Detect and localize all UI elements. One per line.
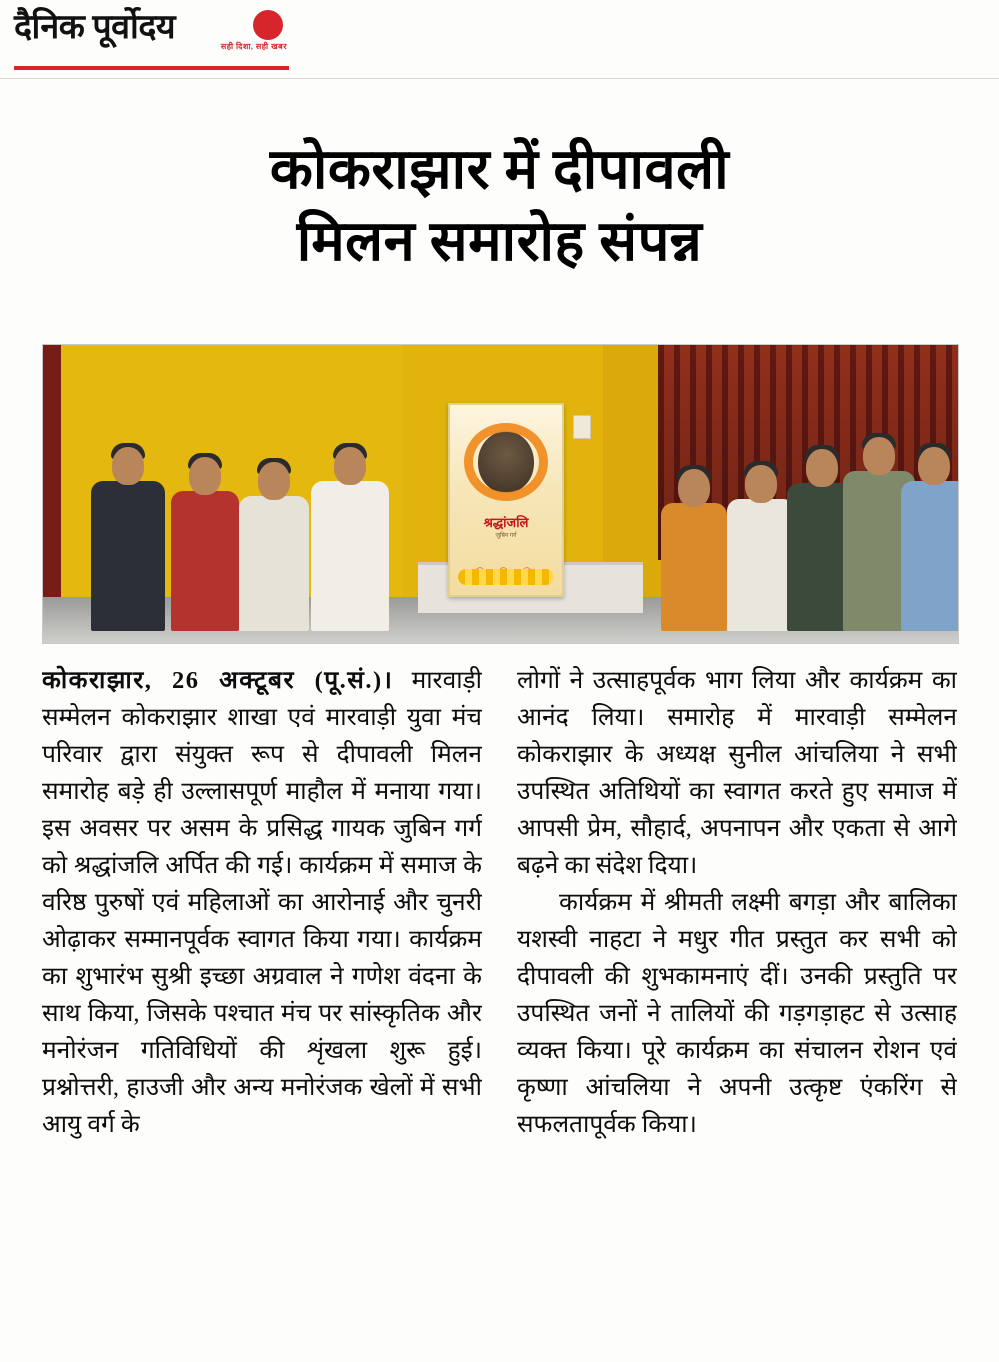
article-paragraph: कार्यक्रम में श्रीमती लक्ष्मी बगड़ा और बालिका यशस्वी नाहटा ने मधुर गीत प्रस्तुत कर सभी को दीपावली की शुभकामनाएं दीं। उनकी प्रस्तुति पर उपस्थित जनों ने तालियों की गड़गड़ाहट से उत्साह व्यक्त किया। पूरे कार्यक्रम का संचालन रोशन एवं कृष्णा आंचलिया ने अपनी उत्कृष्ट एंकरिंग से सफलतापूर्वक किया। xyxy=(517,889,957,1138)
article-photo xyxy=(42,344,959,644)
photo-person-head xyxy=(863,437,895,475)
dateline: कोकराझार, 26 अक्टूबर (पू.सं.)। xyxy=(42,667,394,694)
photo-person xyxy=(727,499,795,631)
masthead xyxy=(14,8,289,70)
photo-person xyxy=(311,481,389,631)
photo-person xyxy=(171,491,239,631)
tribute-poster xyxy=(448,403,564,597)
masthead-rule xyxy=(14,66,289,70)
article-paragraph-text: मारवाड़ी सम्मेलन कोकराझार शाखा एवं मारवाड़ी युवा मंच परिवार द्वारा संयुक्त रूप से दीपावली मिलन समारोह बड़े ही उल्लासपूर्ण माहौल में मनाया गया। इस अवसर पर असम के प्रसिद्ध गायक जुबिन गर्ग को श्रद्धांजलि अर्पित की गई। कार्यक्रम में समाज के वरिष्ठ पुरुषों एवं महिलाओं का आरोनाई और चुनरी ओढ़ाकर सम्मानपूर्वक स्वागत किया गया। कार्यक्रम का शुभारंभ सुश्री इच्छा अग्रवाल ने गणेश वंदना के साथ किया, जिसके पश्चात मंच पर सांस्कृतिक और मनोरंजन गतिविधियों की शृंखला शुरू हुई। प्रश्नोत्तरी, हाउजी और अन्य मनोरंजक खेलों में सभी आयु वर्ग के xyxy=(42,667,482,1138)
photo-person-head xyxy=(806,449,838,487)
photo-person-head xyxy=(334,447,366,485)
photo-person xyxy=(661,503,727,631)
header-divider xyxy=(0,78,999,79)
article-paragraph xyxy=(42,662,482,1143)
headline-line-1: कोकराझार में दीपावली xyxy=(269,138,730,201)
headline-line-2: मिलन समारोह संपन्न xyxy=(296,210,703,273)
photo-person-head xyxy=(258,462,290,500)
garland-icon xyxy=(464,423,548,501)
photo-person-head xyxy=(189,457,221,495)
masthead-title: दैनिक पूर्वोदय xyxy=(14,9,176,46)
page-title xyxy=(42,134,957,278)
article-body xyxy=(42,662,957,1352)
masthead-tagline: सही दिशा, सही खबर xyxy=(220,42,287,51)
photo-person xyxy=(91,481,165,631)
photo-person-head xyxy=(112,447,144,485)
poster-text: श्रद्धांजलि xyxy=(483,515,529,530)
red-circle-logo-icon xyxy=(253,10,283,40)
photo-person-head xyxy=(745,465,777,503)
article-paragraph: लोगों ने उत्साहपूर्वक भाग लिया और कार्यक्रम का आनंद लिया। समारोह में मारवाड़ी सम्मेलन कोकराझार के अध्यक्ष सुनील आंचलिया ने सभी उपस्थित अतिथियों का स्वागत करते हुए समाज में आपसी प्रेम, सौहार्द, अपनापन और एकता से आगे बढ़ने का संदेश दिया। xyxy=(517,667,957,879)
article-column-left xyxy=(42,662,482,1352)
photo-background xyxy=(43,345,958,643)
article-column-right xyxy=(517,662,957,1352)
photo-person xyxy=(239,496,309,631)
poster-subtext: जुबिन गर्ग xyxy=(495,533,517,539)
photo-person-head xyxy=(918,447,950,485)
wall-switch xyxy=(573,415,591,439)
column-divider xyxy=(499,662,500,1352)
marigold-decoration xyxy=(458,569,554,585)
photo-person-head xyxy=(678,469,710,507)
photo-person xyxy=(901,481,959,631)
